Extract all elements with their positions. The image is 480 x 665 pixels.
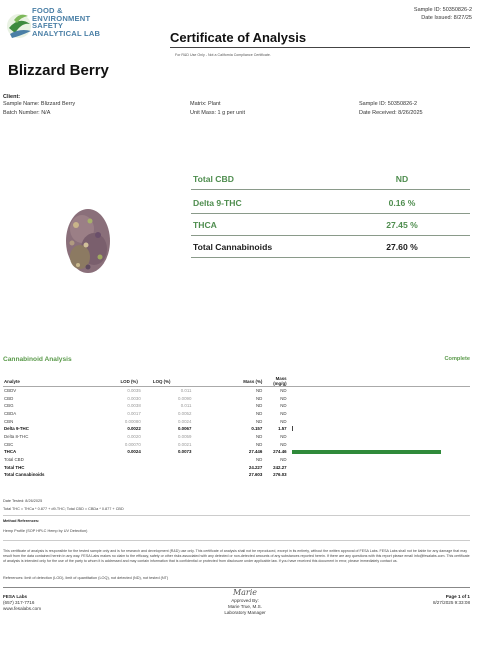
approved-by-label: Approved By:: [231, 598, 259, 603]
table-row: [3, 471, 470, 479]
compliance-note: For R&D Use Only - Not a California Compliance Certificate.: [175, 53, 271, 57]
table-cell: ND: [255, 418, 263, 424]
column-header: Mass (mg/g): [263, 376, 287, 387]
table-cell: [288, 425, 470, 433]
summary-value: 0.16 %: [388, 198, 416, 208]
table-cell: CBC: [4, 441, 14, 447]
table-cell: ND: [280, 457, 287, 463]
table-cell: CBD: [4, 395, 14, 401]
sample-meta-right: [359, 100, 423, 118]
lab-website: www.fesalabs.com: [3, 606, 42, 611]
approval-block: [200, 590, 290, 616]
table-cell: Delta 9-THC: [4, 426, 29, 432]
table-row: [3, 456, 470, 464]
analysis-title: Cannabinoid Analysis: [3, 356, 72, 363]
document-title: Certificate of Analysis: [170, 30, 307, 45]
sample-meta-mid: [190, 100, 245, 118]
value-bar: [292, 426, 293, 431]
table-cell: 0.0073: [177, 449, 192, 455]
date-tested: Date Tested: 8/26/2025: [3, 499, 43, 503]
table-row: [3, 448, 470, 456]
table-cell: 27.603: [248, 472, 263, 478]
table-cell: [119, 463, 141, 471]
table-cell: 0.0022: [127, 426, 141, 432]
approver-name: Marie True, M.S.: [228, 604, 262, 609]
table-cell: 0.0024: [127, 449, 141, 455]
summary-row-thca: [191, 214, 470, 236]
sample-meta-left: [3, 100, 75, 118]
sample-name: Sample Name: Blizzard Berry: [3, 101, 76, 107]
table-cell: ND: [280, 410, 287, 416]
table-cell: ND: [255, 433, 263, 439]
table-cell: [119, 456, 141, 464]
summary-value: ND: [395, 174, 409, 184]
table-cell: 0.00070: [124, 441, 141, 447]
table-cell: ND: [280, 418, 287, 424]
flower-bud: [66, 209, 110, 273]
table-cell: 24.227: [248, 464, 263, 470]
methods-label: Method References:: [3, 519, 40, 523]
column-header: Mass (%): [192, 376, 263, 387]
table-cell: ND: [255, 441, 263, 447]
column-header: LOD (%): [119, 376, 141, 387]
table-cell: [142, 387, 152, 395]
analysis-status: Complete: [444, 356, 470, 362]
table-cell: [142, 402, 152, 410]
table-cell: 1.57: [278, 426, 287, 432]
table-cell: [288, 448, 470, 456]
table-cell: 0.0067: [177, 426, 192, 432]
logo-emblem: [7, 14, 31, 38]
header-rule: [170, 47, 470, 48]
table-cell: [152, 471, 193, 479]
references: References: limit of detection (LOD), limit of quantitation (LOQ), not detected (ND), not tested (NT): [3, 576, 169, 580]
client-label: Client:: [3, 94, 21, 100]
table-row: [3, 402, 470, 410]
table-header-row: [3, 376, 470, 387]
column-header: Analyte: [3, 376, 119, 387]
table-row: [3, 425, 470, 433]
table-cell: 0.0024: [177, 418, 192, 424]
table-cell: 0.00080: [124, 418, 141, 424]
table-row: [3, 387, 470, 395]
table-cell: CBN: [4, 418, 14, 424]
table-row: [3, 410, 470, 418]
table-cell: ND: [255, 410, 263, 416]
summary-value: 27.60 %: [386, 242, 418, 252]
table-cell: ND: [280, 403, 287, 409]
table-cell: [288, 394, 470, 402]
value-bar: [292, 450, 441, 455]
summary-row-delta9: [191, 192, 470, 214]
table-cell: [152, 463, 193, 471]
table-cell: [142, 471, 152, 479]
column-header: LOQ (%): [152, 376, 193, 387]
summary-label: Total CBD: [193, 174, 234, 184]
table-cell: [288, 463, 470, 471]
table-cell: [119, 471, 141, 479]
table-row: [3, 417, 470, 425]
summary-label: Total Cannabinoids: [193, 242, 273, 252]
table-cell: Delta 8-THC: [4, 433, 29, 439]
approver-title: Laboratory Manager: [224, 610, 266, 615]
table-cell: [142, 463, 152, 471]
page-info: [433, 594, 470, 606]
cannabinoid-table: [3, 376, 470, 479]
table-cell: [142, 433, 152, 441]
unit-mass: Unit Mass: 1 g per unit: [190, 110, 246, 116]
table-cell: ND: [255, 457, 263, 463]
print-timestamp: 8/27/2025 9:33:08: [432, 600, 470, 605]
table-cell: ND: [255, 403, 263, 409]
table-cell: ND: [280, 433, 287, 439]
table-row: [3, 463, 470, 471]
lab-phone: (657) 317-7716: [3, 600, 35, 605]
divider: [3, 540, 470, 541]
table-cell: [288, 456, 470, 464]
header-sample-id: Sample ID: 50350826-2: [413, 7, 472, 13]
lab-name: FESA Labs: [3, 594, 28, 599]
table-row: [3, 394, 470, 402]
table-cell: [142, 425, 152, 433]
table-cell: [288, 410, 470, 418]
summary-row-total-cannabinoids: [191, 236, 470, 258]
table-cell: [142, 448, 152, 456]
table-cell: 0.0021: [177, 441, 192, 447]
table-cell: CBG: [4, 403, 14, 409]
methods-text: Hemp Profile (SOP HPLC Hemp by UV Detection): [3, 529, 88, 533]
divider: [3, 515, 470, 516]
table-cell: 0.0059: [177, 433, 192, 439]
table-cell: [288, 402, 470, 410]
logo-line: SAFETY: [32, 21, 64, 31]
summary-label: THCA: [193, 220, 217, 230]
table-cell: [288, 417, 470, 425]
table-cell: Total THC: [4, 464, 25, 470]
summary-value: 27.45 %: [386, 220, 418, 230]
table-cell: ND: [255, 388, 263, 394]
table-cell: 0.0090: [177, 395, 192, 401]
table-cell: 274.46: [273, 449, 287, 455]
table-cell: ND: [255, 395, 263, 401]
table-cell: 27.446: [248, 449, 263, 455]
table-row: [3, 433, 470, 441]
table-cell: 0.011: [180, 388, 192, 394]
total-formula: Total THC = THCa * 0.877 + d9-THC; Total CBD = CBDa * 0.877 + CBD: [3, 507, 124, 511]
table-cell: [142, 456, 152, 464]
date-received: Date Received: 8/26/2025: [359, 110, 423, 116]
table-cell: [142, 410, 152, 418]
table-cell: [142, 440, 152, 448]
matrix: Matrix: Plant: [190, 101, 221, 107]
sample-id: Sample ID: 50350826-2: [359, 101, 418, 107]
logo-line: ANALYTICAL LAB: [32, 28, 101, 38]
table-cell: 0.0020: [127, 433, 141, 439]
header-ids: [414, 6, 472, 22]
table-cell: 0.157: [251, 426, 263, 432]
table-cell: 0.0038: [127, 403, 141, 409]
disclaimer: This certificate of analysis is responsible for the tested sample only and is for research and development (R&D) use only. This certificate of analysis shall not be reproduced, except in its entirety, without the written approval of FESA Labs. FESA Labs shall not be liable for any damage that may result from the data contained herein in any way. FESA Labs makes no claim to the efficacy, safety or other risks associated with any detected or non-detected amounts of any substances reported herein. If there are any questions with this report please email info@fesalabs.com. This certificate of analysis is intended only for the use of the party to whom it is addressed and may contain information that is confidential or protected from disclosure under applicable law. If you have received this document in error, please immediately contact us.: [3, 549, 470, 563]
lab-contact: [3, 594, 41, 612]
batch-number: Batch Number: N/A: [3, 110, 51, 116]
table-cell: Total CBD: [4, 457, 24, 463]
table-cell: [142, 417, 152, 425]
table-cell: [152, 456, 193, 464]
table-cell: [288, 433, 470, 441]
page-number: Page 1 of 1: [445, 594, 470, 599]
table-cell: THCA: [4, 449, 17, 455]
table-cell: Total Cannabinoids: [4, 472, 45, 478]
table-cell: 242.27: [273, 464, 287, 470]
header-date-issued: Date Issued: 8/27/25: [421, 15, 472, 21]
logo-line: FOOD &: [32, 6, 63, 15]
table-cell: 0.011: [180, 403, 192, 409]
table-cell: 0.0035: [127, 388, 141, 394]
signature: Marie: [232, 588, 258, 597]
table-cell: 0.0030: [127, 395, 141, 401]
table-cell: [288, 471, 470, 479]
logo-text: [32, 7, 100, 37]
table-cell: CBDV: [4, 388, 17, 394]
table-cell: [288, 387, 470, 395]
table-cell: ND: [280, 388, 287, 394]
logo-line: ENVIRONMENT: [32, 13, 91, 23]
table-cell: ND: [280, 395, 287, 401]
summary-row-total-cbd: [191, 168, 470, 190]
table-cell: [288, 440, 470, 448]
sample-photo: [58, 205, 116, 277]
table-cell: CBDA: [4, 410, 17, 416]
table-cell: 276.03: [273, 472, 287, 478]
table-cell: [142, 394, 152, 402]
table-row: [3, 440, 470, 448]
summary-label: Delta 9-THC: [193, 198, 242, 208]
table-cell: 0.0052: [177, 410, 192, 416]
table-cell: 0.0017: [127, 410, 141, 416]
table-cell: ND: [280, 441, 287, 447]
sample-title: Blizzard Berry: [8, 62, 109, 79]
